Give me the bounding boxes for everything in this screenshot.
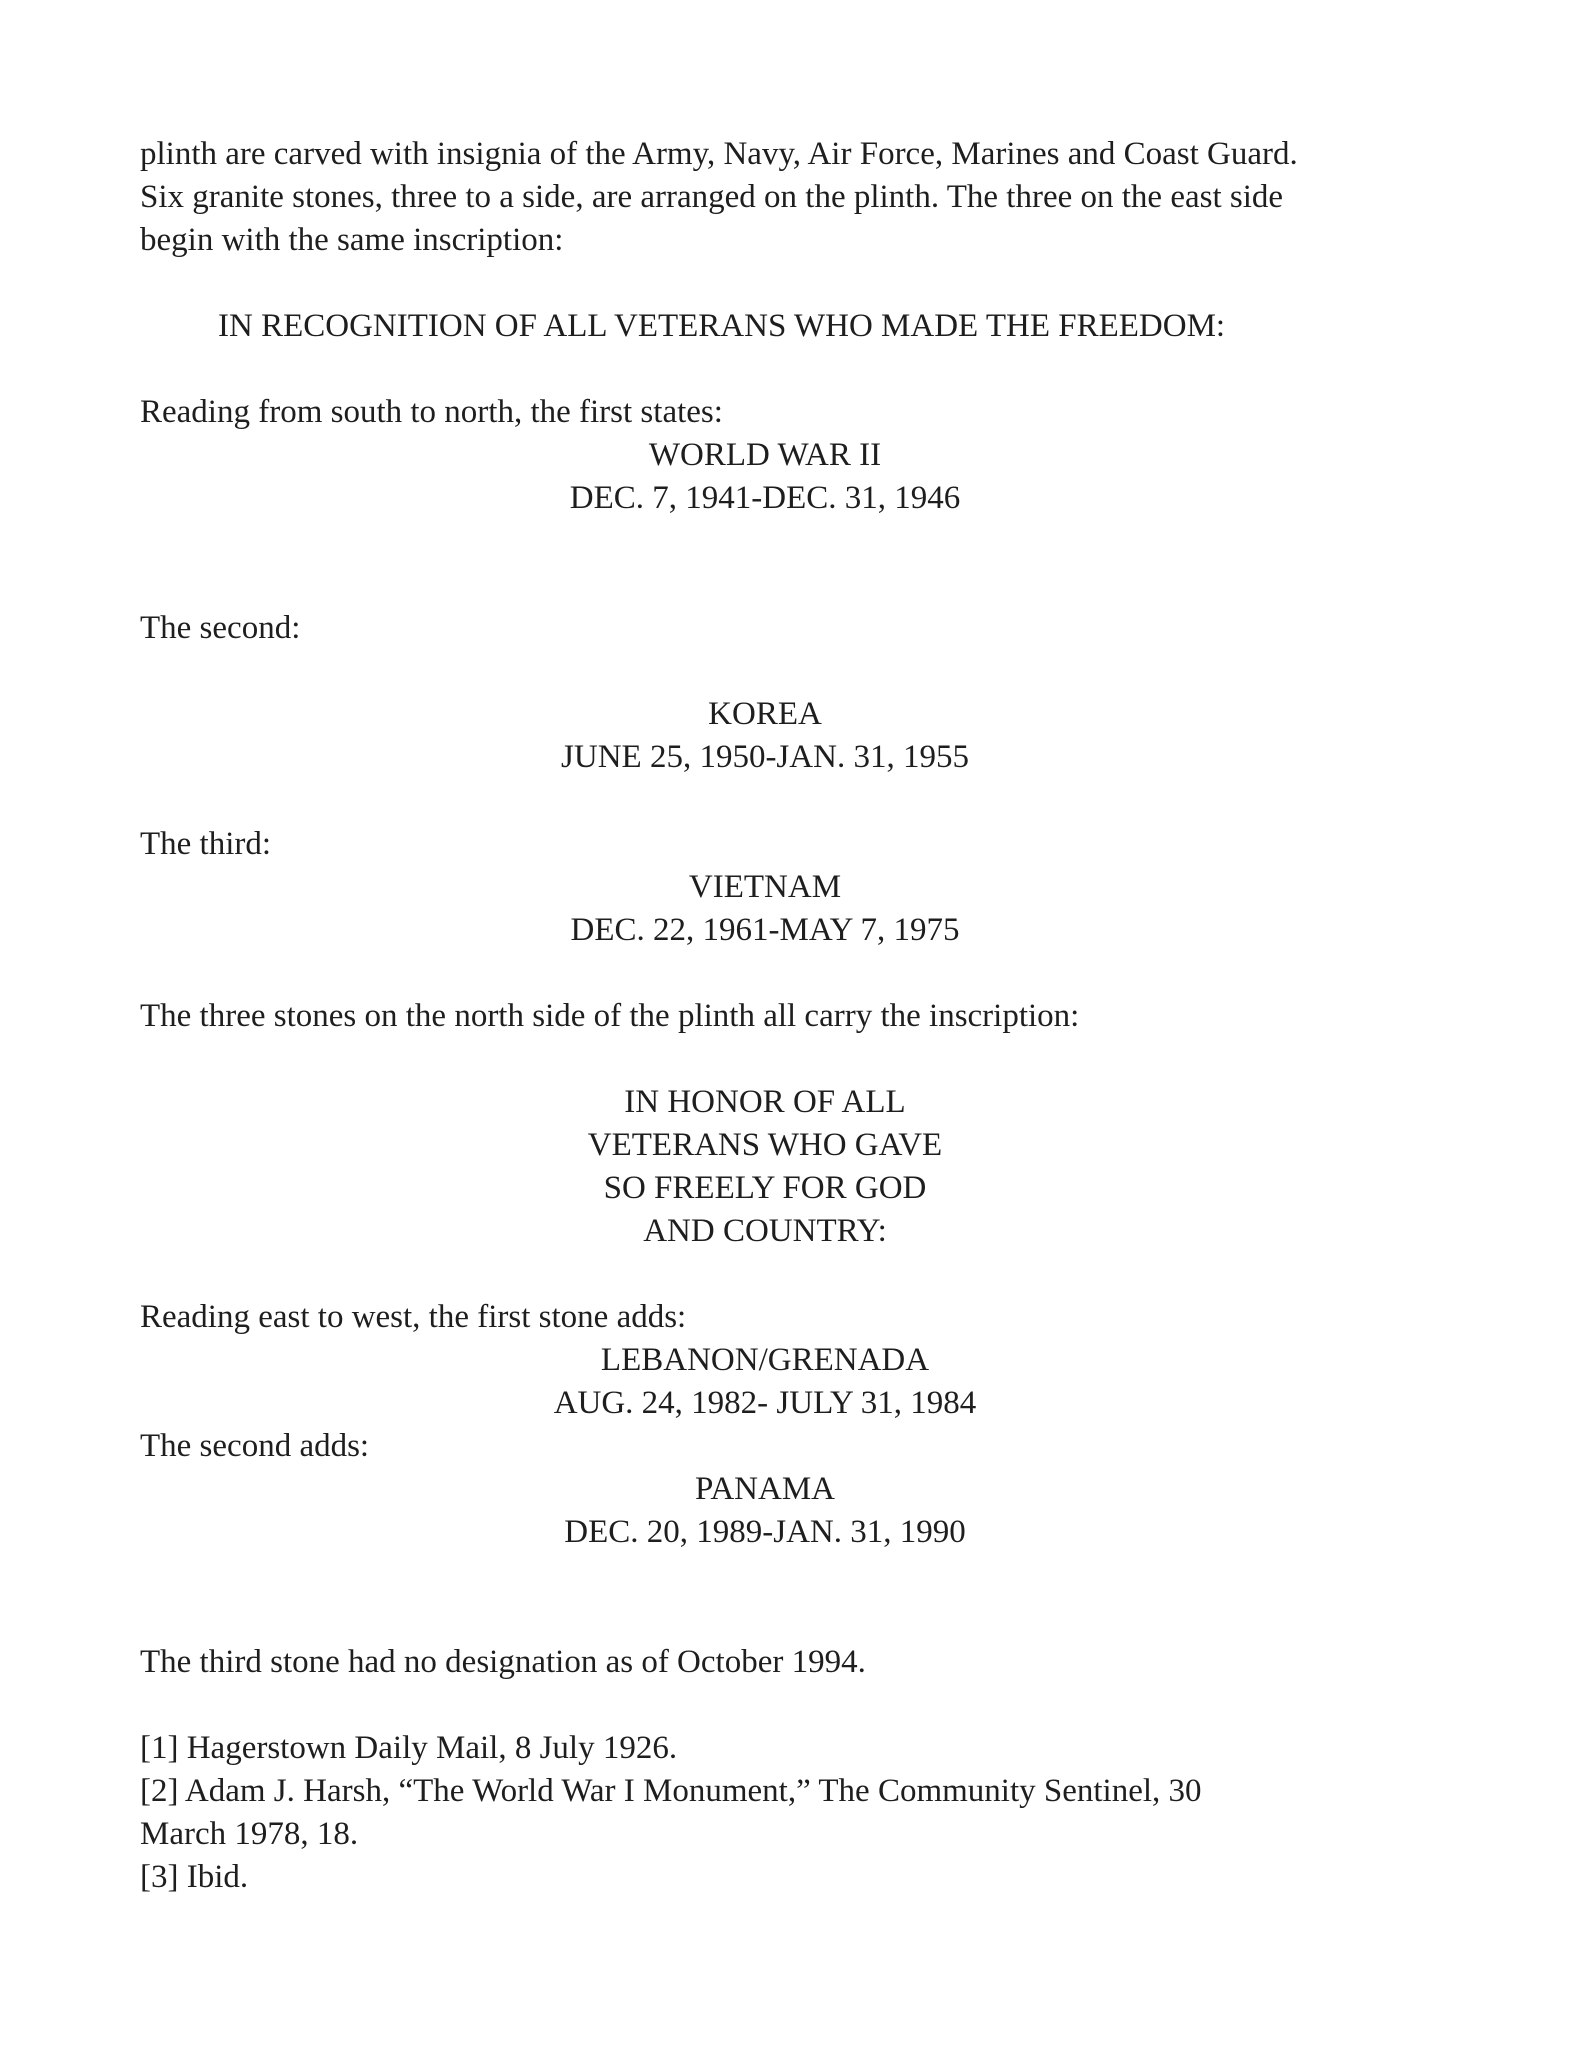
intro-line-3: begin with the same inscription: <box>140 222 564 258</box>
north-inscription-line-2: VETERANS WHO GAVE <box>587 1127 943 1163</box>
north-reading-intro: Reading east to west, the first stone adds: <box>140 1299 687 1335</box>
stone-panama-dates: DEC. 20, 1989-JAN. 31, 1990 <box>564 1514 966 1550</box>
intro-line-2: Six granite stones, three to a side, are arranged on the plinth. The three on the east side <box>140 179 1284 215</box>
north-inscription-line-1: IN HONOR OF ALL <box>624 1084 906 1120</box>
third-stone-note: The third stone had no designation as of October 1994. <box>140 1644 866 1680</box>
footnote-2-line-1: [2] Adam J. Harsh, “The World War I Monument,” The Community Sentinel, 30 <box>140 1773 1202 1809</box>
stone-vietnam-title: VIETNAM <box>688 869 842 905</box>
east-reading-intro: Reading from south to north, the first states: <box>140 394 723 430</box>
stone-korea-dates: JUNE 25, 1950-JAN. 31, 1955 <box>561 739 969 775</box>
intro-line-1: plinth are carved with insignia of the Army, Navy, Air Force, Marines and Coast Guard. <box>140 136 1298 172</box>
footnote-2-line-2: March 1978, 18. <box>140 1816 359 1852</box>
stone-lebanon-grenada-dates: AUG. 24, 1982- JULY 31, 1984 <box>553 1385 977 1421</box>
stone-panama-title: PANAMA <box>695 1471 835 1507</box>
second-adds-label: The second adds: <box>140 1428 370 1464</box>
stone-korea-title: KOREA <box>708 696 822 732</box>
north-inscription-line-3: SO FREELY FOR GOD <box>603 1170 927 1206</box>
third-label: The third: <box>140 826 272 862</box>
stone-lebanon-grenada-title: LEBANON/GRENADA <box>600 1342 930 1378</box>
stone-world-war-ii-dates: DEC. 7, 1941-DEC. 31, 1946 <box>569 480 961 516</box>
north-inscription-line-4: AND COUNTRY: <box>643 1213 887 1249</box>
north-side-intro: The three stones on the north side of the plinth all carry the inscription: <box>140 998 1080 1034</box>
footnote-1: [1] Hagerstown Daily Mail, 8 July 1926. <box>140 1730 678 1766</box>
second-label: The second: <box>140 610 301 646</box>
east-inscription: IN RECOGNITION OF ALL VETERANS WHO MADE THE FREEDOM: <box>218 308 1226 344</box>
footnote-3: [3] Ibid. <box>140 1859 249 1895</box>
stone-world-war-ii-title: WORLD WAR II <box>648 437 882 473</box>
stone-vietnam-dates: DEC. 22, 1961-MAY 7, 1975 <box>570 912 960 948</box>
